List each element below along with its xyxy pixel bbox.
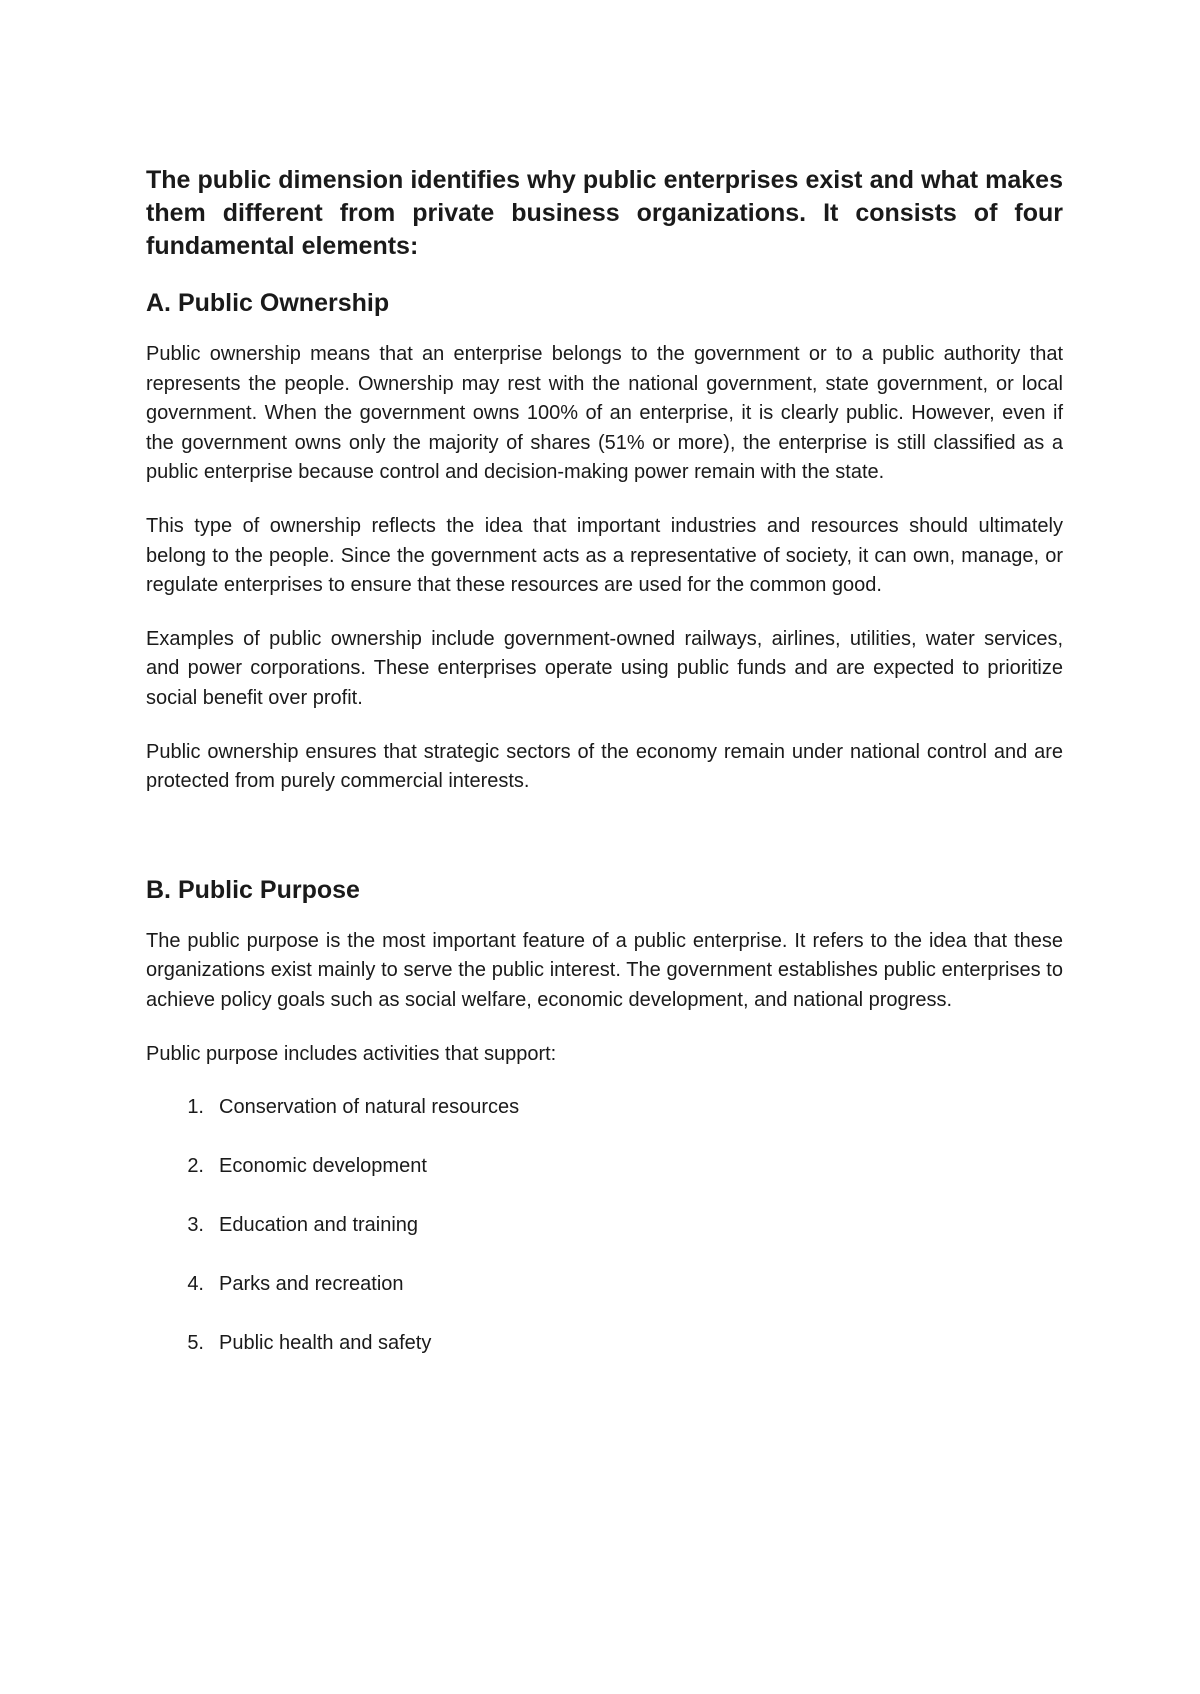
list-item-number: 4. <box>187 1273 204 1296</box>
list-item-text: Economic development <box>219 1155 427 1178</box>
public-purpose-list <box>146 1093 1063 1359</box>
list-item <box>146 1093 1063 1123</box>
list-item-number: 3. <box>187 1214 204 1237</box>
list-item-text: Education and training <box>219 1214 419 1237</box>
section-b-paragraph-1: The public purpose is the most important feature of a public enterprise. It refers to the idea that these organizations exist mainly to serve the public interest. The government establishes public enterprises to achieve policy goals such as social welfare, economic development, and national progress. <box>146 929 1063 1011</box>
list-item <box>146 1152 1063 1182</box>
section-a-paragraph-4: Public ownership ensures that strategic sectors of the economy remain under national control and are protected from purely commercial interests. <box>146 740 1063 793</box>
list-item <box>146 1270 1063 1300</box>
section-a-paragraph-2: This type of ownership reflects the idea that important industries and resources should ultimately belong to the people. Since the government acts as a representative of society, it can own, manage, or regulate enterprises to ensure that these resources are used for the common good. <box>146 514 1063 597</box>
section-a-paragraph-1: Public ownership means that an enterprise belongs to the government or to a public authority that represents the people. Ownership may rest with the national government, state government, or local government. When the government owns 100% of an enterprise, it is clearly public. However, even if the government owns only the majority of shares (51% or more), the enterprise is still classified as a public enterprise because control and decision-making power remain with the state. <box>146 343 1063 484</box>
intro-paragraph: The public dimension identifies why public enterprises exist and what makes them different from private business organizations. It consists of four fundamental elements: <box>146 166 1063 260</box>
section-a-paragraph-3: Examples of public ownership include government-owned railways, airlines, utilities, water services, and power corporations. These enterprises operate using public funds and are expected to prioritize social benefit over profit. <box>146 627 1063 709</box>
document-page <box>146 164 1063 1388</box>
section-spacer <box>146 821 1063 874</box>
list-item-text: Parks and recreation <box>219 1273 404 1296</box>
list-item-number: 5. <box>187 1332 204 1355</box>
list-item-number: 2. <box>187 1155 204 1178</box>
section-a-heading: A. Public Ownership <box>146 289 390 317</box>
list-item-number: 1. <box>187 1096 204 1119</box>
list-item <box>146 1329 1063 1359</box>
section-b-paragraph-2: Public purpose includes activities that support: <box>146 1042 557 1065</box>
list-item-text: Conservation of natural resources <box>219 1096 520 1119</box>
list-item <box>146 1211 1063 1241</box>
list-item-text: Public health and safety <box>219 1332 432 1355</box>
section-b-heading: B. Public Purpose <box>146 875 360 904</box>
